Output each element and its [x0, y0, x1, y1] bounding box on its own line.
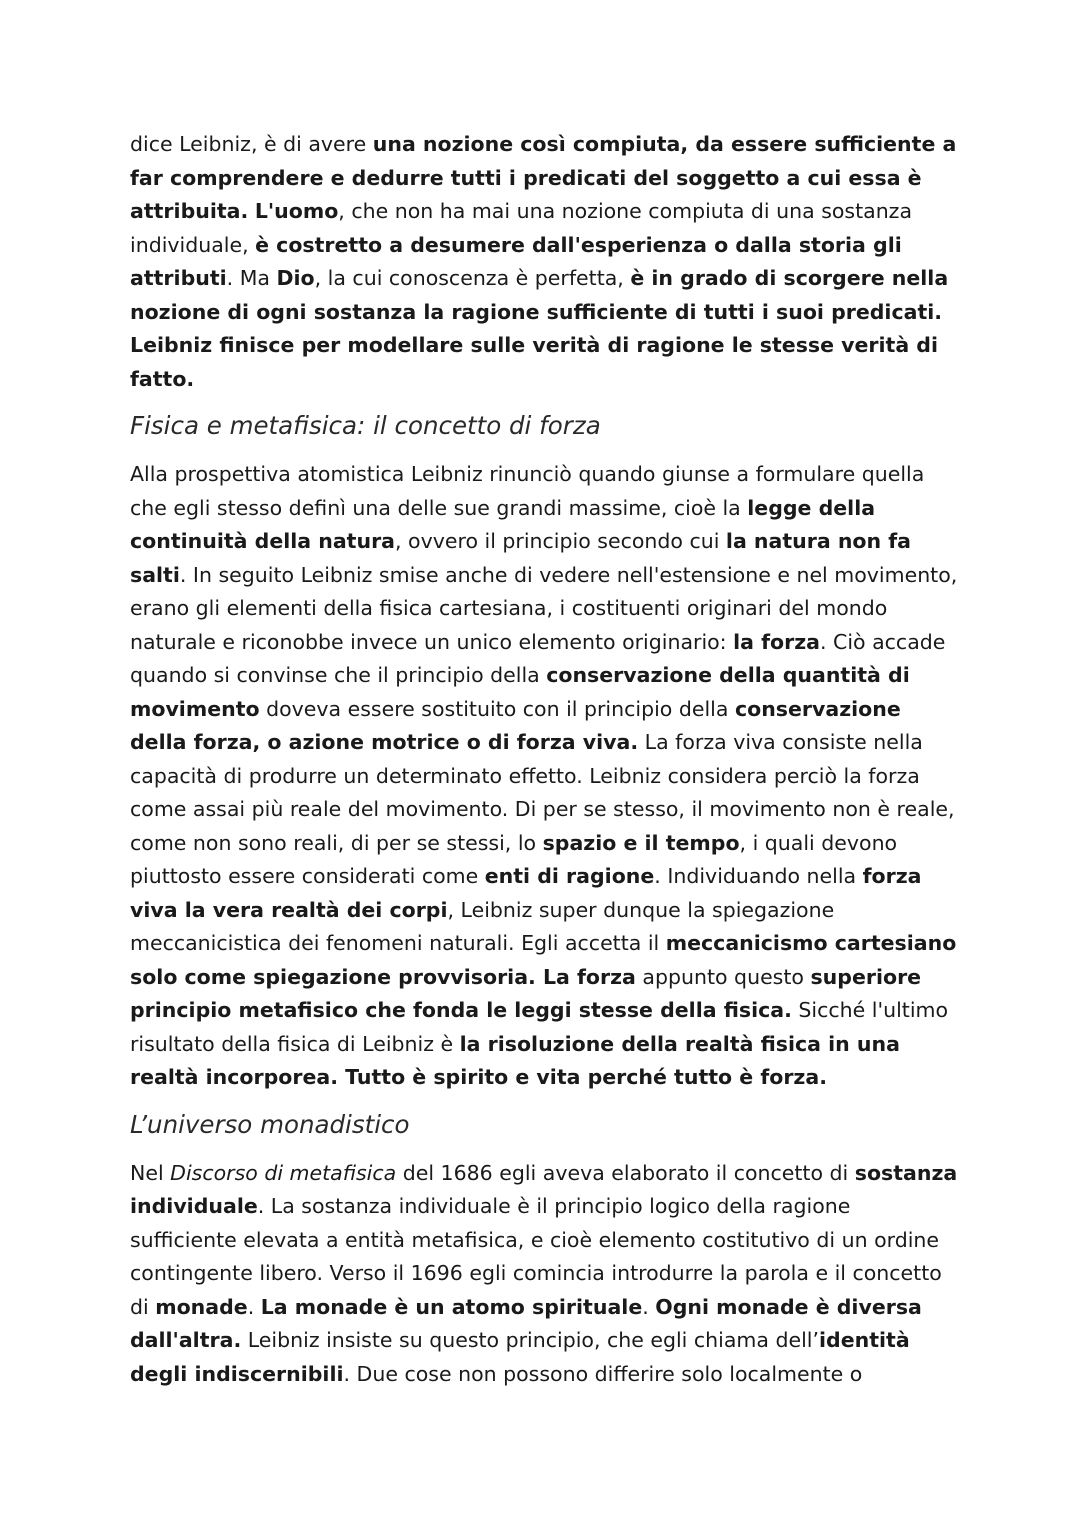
bold-text-run: è costretto a desumere dall'esperienza o dalla storia gli attributi [130, 232, 902, 290]
bold-text-run: forza viva la vera realtà dei corpi [130, 864, 922, 922]
bold-text-run: La monade è un atomo spirituale [260, 1294, 643, 1319]
text-run: . Individuando nella [654, 864, 863, 888]
text-run: Leibniz insiste su questo principio, che egli chiama dell’ [241, 1328, 819, 1352]
bold-text-run: monade [155, 1294, 248, 1319]
text-run: . Ma [226, 266, 277, 290]
bold-text-run: la risoluzione della realtà fisica in una realtà incorporea. Tutto è spirito e vita perché tutto è forza. [130, 1031, 900, 1089]
text-run: La forza viva consiste nella capacità di produrre un determinato effetto. Leibniz considera perciò la forza come assai più reale del movimento. Di per se stesso, il movimento non è reale, come non sono reali, di per se stessi, lo [130, 730, 955, 855]
bold-text-run: la forza [733, 629, 820, 654]
text-run: . [247, 1294, 261, 1319]
bold-text-run: è in grado di scorgere nella nozione di ogni sostanza la ragione sufficiente di tutti i suoi predicati. Leibniz finisce per modellare sulle verità di ragione le stesse verità di fatto. [130, 266, 949, 391]
bold-text-run: enti di ragione [484, 864, 655, 888]
italic-text-run: Discorso di metafisica [170, 1160, 397, 1185]
text-run: Alla prospettiva atomistica Leibniz rinunciò quando giunse a formulare quella che egli stesso definì una delle sue grandi massime, cioè la [130, 462, 925, 520]
bold-text-run: conservazione della quantità di movimento [130, 663, 910, 721]
bold-text-run: la natura non fa salti [130, 529, 911, 587]
bold-text-run: Dio [276, 266, 315, 290]
bold-text-run: L'uomo [254, 199, 339, 223]
text-run: . [642, 1294, 656, 1319]
bold-text-run: Ogni monade è diversa dall'altra. [130, 1294, 922, 1352]
bold-text-run: identità degli indiscernibili [130, 1328, 910, 1386]
bold-text-run: legge della continuità della natura [130, 495, 876, 553]
text-run: , i quali devono piuttosto essere considerati come [130, 830, 898, 888]
section-heading-monadistico: L’universo monadistico [130, 1109, 410, 1139]
text-run: Sicché l'ultimo risultato della fisica di Leibniz è [130, 998, 949, 1056]
text-run: , che non ha mai una nozione compiuta di una sostanza individuale, [130, 199, 913, 257]
bold-text-run: sostanza individuale [130, 1160, 958, 1218]
text-run: del 1686 egli aveva elaborato il concetto di [396, 1160, 855, 1185]
document-page [130, 128, 960, 1391]
section-heading-forza: Fisica e metafisica: il concetto di forza [130, 411, 601, 440]
paragraph-monads [130, 1157, 960, 1392]
text-run: . Due cose non possono differire solo localmente o [343, 1361, 863, 1386]
bold-text-run: una nozione così compiuta, da essere sufficiente a far comprendere e dedurre tutti i predicati del soggetto a cui essa è attribuita. [130, 132, 957, 223]
bold-text-run: meccanicismo cartesiano solo come spiegazione provvisoria. La forza [130, 931, 957, 989]
paragraph-sufficient-reason [130, 128, 960, 396]
bold-text-run: superiore principio metafisico che fonda le leggi stesse della fisica. [130, 964, 922, 1022]
bold-text-run: spazio e il tempo [542, 830, 740, 855]
text-run: , la cui conoscenza è perfetta, [314, 266, 631, 290]
text-run: . Ciò accade quando si convinse che il principio della [130, 629, 946, 687]
text-run: . In seguito Leibniz smise anche di vedere nell'estensione e nel movimento, erano gli elementi della fisica cartesiana, i costituenti originari del mondo naturale e riconobbe invece un unico elemento originario: [130, 562, 958, 654]
text-run: Nel [130, 1160, 171, 1185]
text-run: , Leibniz super dunque la spiegazione meccanicistica dei fenomeni naturali. Egli accetta il [130, 897, 835, 955]
bold-text-run: conservazione della forza, o azione motrice o di forza viva. [130, 696, 901, 754]
text-run: , ovvero il principio secondo cui [395, 529, 726, 553]
text-run: appunto questo [635, 964, 811, 989]
text-run: doveva essere sostituito con il principio della [259, 696, 735, 721]
paragraph-force-concept [130, 458, 960, 1095]
text-run: . La sostanza individuale è il principio logico della ragione sufficiente elevata a entità metafisica, e cioè elemento costitutivo di un ordine contingente libero. Verso il 1696 egli comincia introdurre la parola e il concetto di [130, 1194, 942, 1319]
text-run: dice Leibniz, è di avere [130, 132, 373, 156]
